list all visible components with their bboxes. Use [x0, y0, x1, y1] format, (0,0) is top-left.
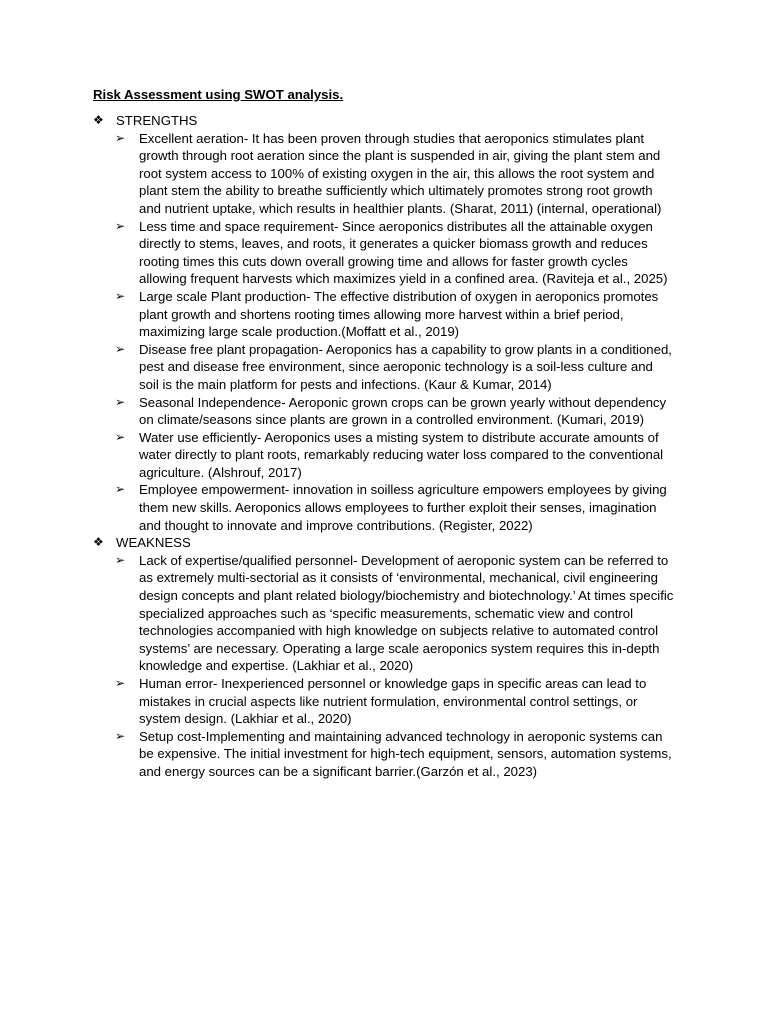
strengths-section	[93, 112, 693, 781]
list-item	[93, 218, 675, 288]
list-item	[93, 429, 675, 482]
list-item	[93, 130, 675, 218]
list-item	[93, 394, 675, 429]
weakness-list	[93, 552, 693, 781]
list-item	[93, 552, 675, 675]
strengths-heading	[93, 112, 693, 130]
diamond-bullet-icon: ❖	[93, 113, 104, 127]
diamond-bullet-icon: ❖	[93, 535, 104, 550]
strengths-heading-label: STRENGTHS	[116, 113, 198, 128]
arrow-bullet-icon: ➢	[115, 218, 126, 233]
list-item	[93, 481, 675, 534]
list-item-text: Excellent aeration- It has been proven through studies that aeroponics stimulates plant growth through root aeration since the plant is suspended in air, giving the plant stem and root system access to 100% of existing oxygen in the air, this allows the root system and plant stem the ability to breathe sufficiently which ultimately promotes strong root growth and nutrient uptake, which results in healthier plants. (Sharat, 2011) (internal, operational)	[139, 130, 662, 216]
arrow-bullet-icon: ➢	[115, 130, 126, 145]
list-item-text: Disease free plant propagation- Aeroponics has a capability to grow plants in a conditioned, pest and disease free environment, since aeroponic technology is a soil-less culture and soil is the main platform for pests and infections. (Kaur & Kumar, 2014)	[139, 341, 672, 392]
list-item	[93, 675, 675, 728]
list-item-text: Human error- Inexperienced personnel or knowledge gaps in specific areas can lead to mistakes in crucial aspects like nutrient formulation, environmental control settings, or system design. (Lakhiar et al., 2020)	[139, 676, 647, 727]
list-item-text: Seasonal Independence- Aeroponic grown crops can be grown yearly without dependency on climate/seasons since plants are grown in a controlled environment. (Kumari, 2019)	[139, 394, 667, 428]
arrow-bullet-icon: ➢	[115, 429, 126, 444]
weakness-heading	[93, 534, 693, 552]
arrow-bullet-icon: ➢	[115, 482, 126, 497]
list-item	[93, 288, 675, 341]
list-item-text: Setup cost-Implementing and maintaining advanced technology in aeroponic systems can be expensive. The initial investment for high-tech equipment, sensors, automation systems, and energy sources can be a significant barrier.(Garzón et al., 2023)	[139, 728, 672, 779]
document-title: Risk Assessment using SWOT analysis.	[93, 87, 344, 102]
list-item	[93, 341, 675, 394]
arrow-bullet-icon: ➢	[115, 552, 126, 567]
list-item-text: Employee empowerment- innovation in soilless agriculture empowers employees by giving them new skills. Aeroponics allows employees to further exploit their senses, imagination and thought to innovate and improve contributions. (Register, 2022)	[139, 482, 667, 533]
arrow-bullet-icon: ➢	[115, 676, 126, 690]
list-item-text: Lack of expertise/qualified personnel- Development of aeroponic system can be referred to as extremely multi-sectorial as it consists of ‘environmental, mechanical, civil engineering design concepts and plant related biology/biochemistry and biotechnology.’ At times specific specialized approaches such as ‘specific measurements, schematic view and control technologies accompanied with high knowledge on subjects relative to automated control systems’ are necessary. Operating a large scale aeroponics system requires this in-depth knowledge and expertise. (Lakhiar et al., 2020)	[139, 552, 674, 674]
arrow-bullet-icon: ➢	[115, 341, 126, 356]
arrow-bullet-icon: ➢	[115, 728, 126, 743]
list-item-text: Less time and space requirement- Since aeroponics distributes all the attainable oxygen directly to stems, leaves, and roots, it generates a quicker biomass growth and reduces rooting times this cuts down overall growing time and allows for faster growth cycles allowing frequent harvests which maximizes yield in a confined area. (Raviteja et al., 2025)	[139, 218, 668, 287]
arrow-bullet-icon: ➢	[115, 288, 126, 303]
arrow-bullet-icon: ➢	[115, 394, 126, 409]
list-item	[93, 728, 675, 781]
list-item-text: Water use efficiently- Aeroponics uses a misting system to distribute accurate amounts of water directly to plant roots, remarkably reducing water loss compared to the conventional agriculture. (Alshrouf, 2017)	[139, 429, 664, 480]
weakness-heading-label: WEAKNESS	[116, 535, 191, 551]
strengths-list	[93, 130, 693, 535]
list-item-text: Large scale Plant production- The effective distribution of oxygen in aeroponics promotes plant growth and shortens rooting times allowing more harvest within a brief period, maximizing large scale production.(Moffatt et al., 2019)	[139, 288, 659, 340]
